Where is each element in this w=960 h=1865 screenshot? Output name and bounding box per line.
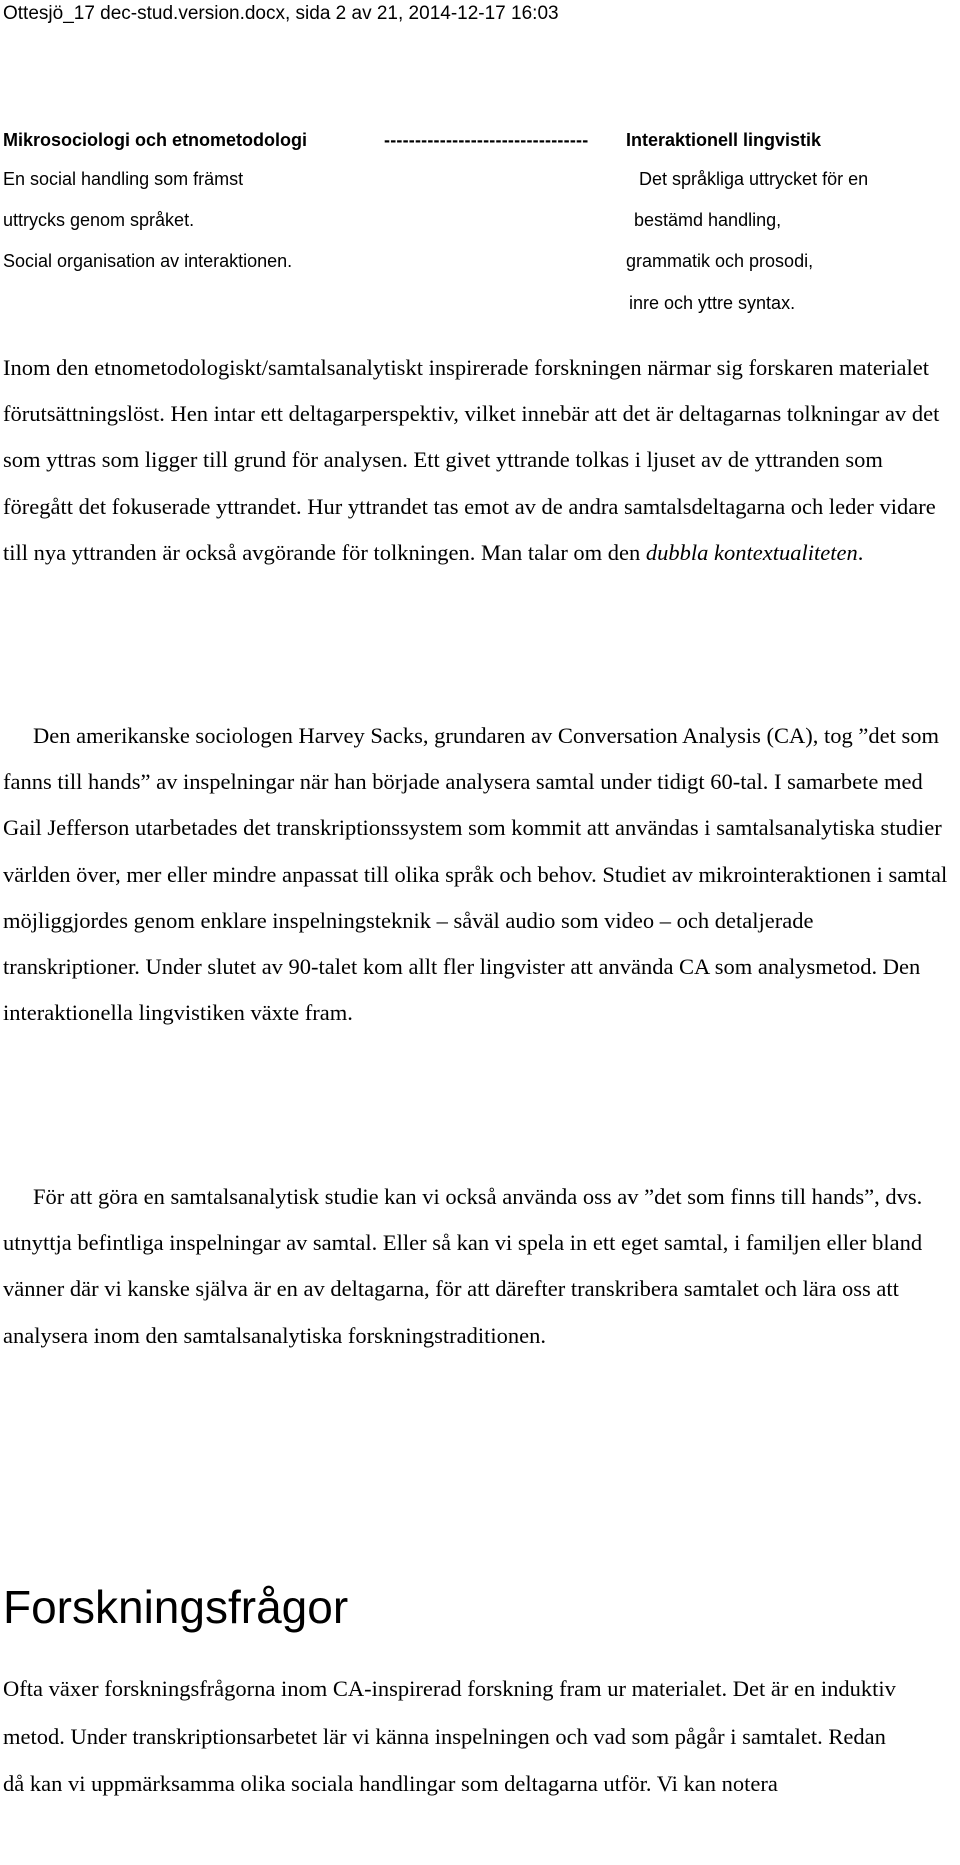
- right-cell: Det språkliga uttrycket för en: [639, 169, 869, 189]
- emphasis-term: dubbla kontextualiteten: [645, 539, 858, 565]
- heading-separator: ---------------------------------: [384, 130, 589, 150]
- paragraph-ca-history: Den amerikanske sociologen Harvey Sacks, grundaren av Conversation Analysis (CA), tog ”det som fanns till hands” av inspelningar när han började analysera samtal under tidigt 60-tal. I samarbete med Gail Jefferson utarbetades det transkriptionssystem som kommit att användas i samtalsanalytiska studier världen över, mer eller mindre anpassat till olika språk och behov. Studiet av mikrointeraktionen i samtal möjliggjordes genom enklare inspelningsteknik – såväl audio som video – och detaljerade transkriptioner. Under slutet av 90-talet kom allt fler lingvister att använda CA som analysmetod. Den interaktionella lingvistiken växte fram.: [3, 723, 948, 1026]
- left-column-heading: Mikrosociologi och etnometodologi: [3, 130, 307, 150]
- right-column-heading: Interaktionell lingvistik: [626, 130, 822, 150]
- left-cell: En social handling som främst: [3, 169, 244, 189]
- paragraph-text: .: [857, 539, 864, 565]
- paragraph-participant-perspective: [3, 345, 953, 576]
- document-header: Ottesjö_17 dec-stud.version.docx, sida 2 av 21, 2014-12-17 16:03: [3, 3, 559, 24]
- right-cell: grammatik och prosodi,: [626, 251, 814, 271]
- paragraph-study-method: För att göra en samtalsanalytisk studie kan vi också använda oss av ”det som finns till hands”, dvs. utnyttja befintliga inspelningar av samtal. Eller så kan vi spela in ett eget samtal, i familjen eller bland vänner där vi kanske själva är en av deltagarna, för att därefter transkribera samtalet och lära oss att analysera inom den samtalsanalytiska forskningstraditionen.: [3, 1184, 923, 1348]
- left-cell: Social organisation av interaktionen.: [3, 251, 293, 271]
- paragraph-research-questions: Ofta växer forskningsfrågorna inom CA-inspirerad forskning fram ur materialet. Det är en induktiv metod. Under transkriptionsarbetet lär vi känna inspelningen och vad som pågår i samtalet. Redan då kan vi uppmärksamma olika sociala handlingar som deltagarna utför. Vi kan notera: [3, 1676, 896, 1796]
- section-heading: Forskningsfrågor: [3, 1581, 349, 1633]
- right-cell: inre och yttre syntax.: [629, 293, 796, 313]
- left-cell: uttrycks genom språket.: [3, 210, 195, 230]
- paragraph-text: Inom den etnometodologiskt/samtalsanalytiskt inspirerade forskningen närmar sig forskaren materialet förutsättningslöst. Hen intar ett deltagarperspektiv, vilket innebär att det är deltagarnas tolkningar av det som yttras som ligger till grund för analysen. Ett givet yttrande tolkas i ljuset av de yttranden som föregått det fokuserade yttrandet. Hur yttrandet tas emot av de andra samtalsdeltagarna och leder vidare till nya yttranden är också avgörande för tolkningen. Man talar om den: [3, 355, 940, 565]
- right-cell: bestämd handling,: [634, 210, 782, 230]
